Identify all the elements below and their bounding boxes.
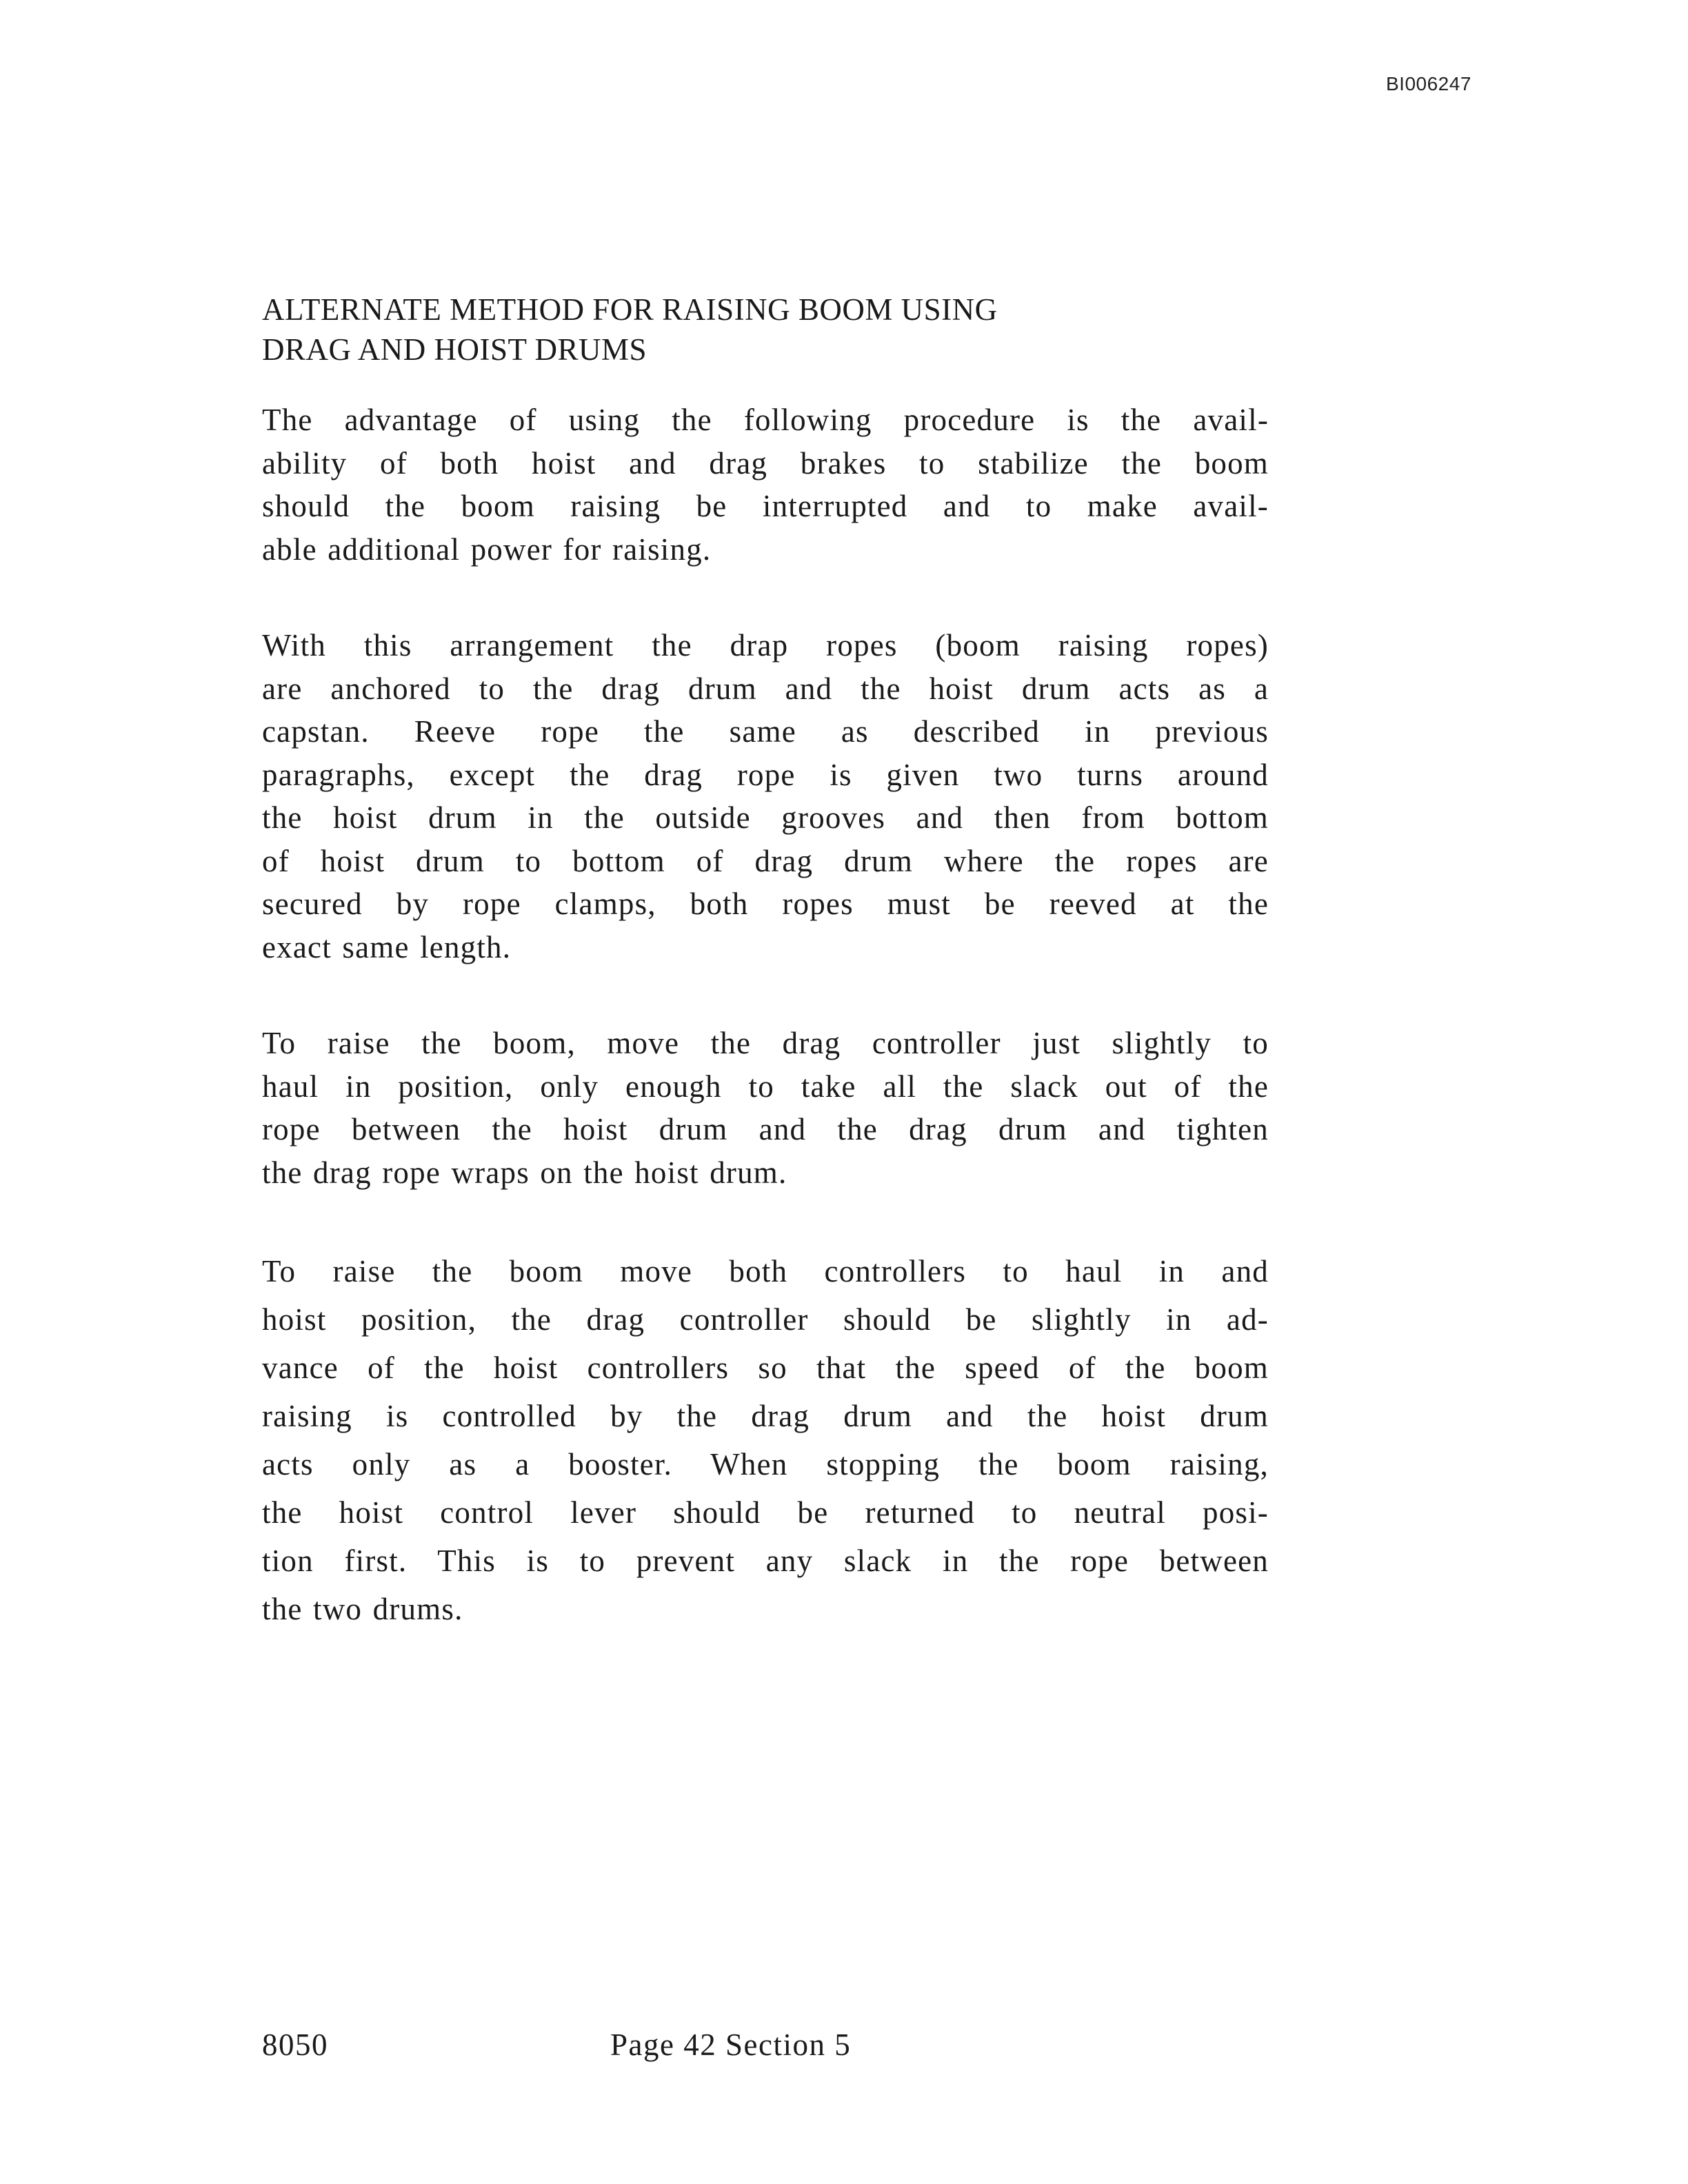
text-line: To raise the boom, move the drag controller just slightly to [262,1026,1269,1060]
text-line: hoist position, the drag controller should be slightly in ad- [262,1302,1269,1337]
paragraph-arrangement [262,624,1269,969]
text-line: haul in position, only enough to take all the slack out of the [262,1069,1269,1104]
text-line: vance of the hoist controllers so that the speed of the boom [262,1351,1269,1385]
text-line: raising is controlled by the drag drum and the hoist drum [262,1399,1269,1433]
document-id: BI006247 [1386,73,1471,94]
text-line: secured by rope clamps, both ropes must be reeved at the [262,887,1269,921]
paragraph-raise-step-1 [262,1022,1269,1194]
section-heading [262,290,1269,370]
section-heading-line-1: ALTERNATE METHOD FOR RAISING BOOM USING [262,292,998,327]
text-line: paragraphs, except the drag rope is given two turns around [262,757,1269,792]
text-line: the drag rope wraps on the hoist drum. [262,1155,787,1190]
text-line: exact same length. [262,929,512,964]
paragraph-raise-step-2 [262,1247,1269,1633]
section-heading-line-2: DRAG AND HOIST DRUMS [262,332,647,367]
text-line: acts only as a booster. When stopping the boom raising, [262,1447,1269,1482]
text-line: ability of both hoist and drag brakes to stabilize the boom [262,445,1269,481]
text-line: able additional power for raising. [262,532,712,567]
text-line: are anchored to the drag drum and the hoist drum acts as a [262,671,1269,706]
text-line: of hoist drum to bottom of drag drum where the ropes are [262,843,1269,878]
text-line: To raise the boom move both controllers to haul in and [262,1254,1269,1288]
text-line: should the boom raising be interrupted and to make avail- [262,489,1269,523]
model-code: 8050 [262,2028,328,2062]
page-content [262,290,1269,1633]
text-line: rope between the hoist drum and the drag drum and tighten [262,1112,1269,1146]
text-line: the two drums. [262,1592,463,1626]
paragraph-advantage [262,398,1269,571]
text-line: the hoist drum in the outside grooves and then from bottom [262,800,1269,835]
text-line: With this arrangement the drap ropes (boom raising ropes) [262,628,1269,663]
page-number: Page 42 Section 5 [610,2028,852,2062]
text-line: capstan. Reeve rope the same as described in previous [262,714,1269,749]
text-line: tion first. This is to prevent any slack in the rope between [262,1544,1269,1578]
text-line: the hoist control lever should be returned to neutral posi- [262,1495,1269,1530]
text-line: The advantage of using the following procedure is the avail- [262,403,1269,437]
